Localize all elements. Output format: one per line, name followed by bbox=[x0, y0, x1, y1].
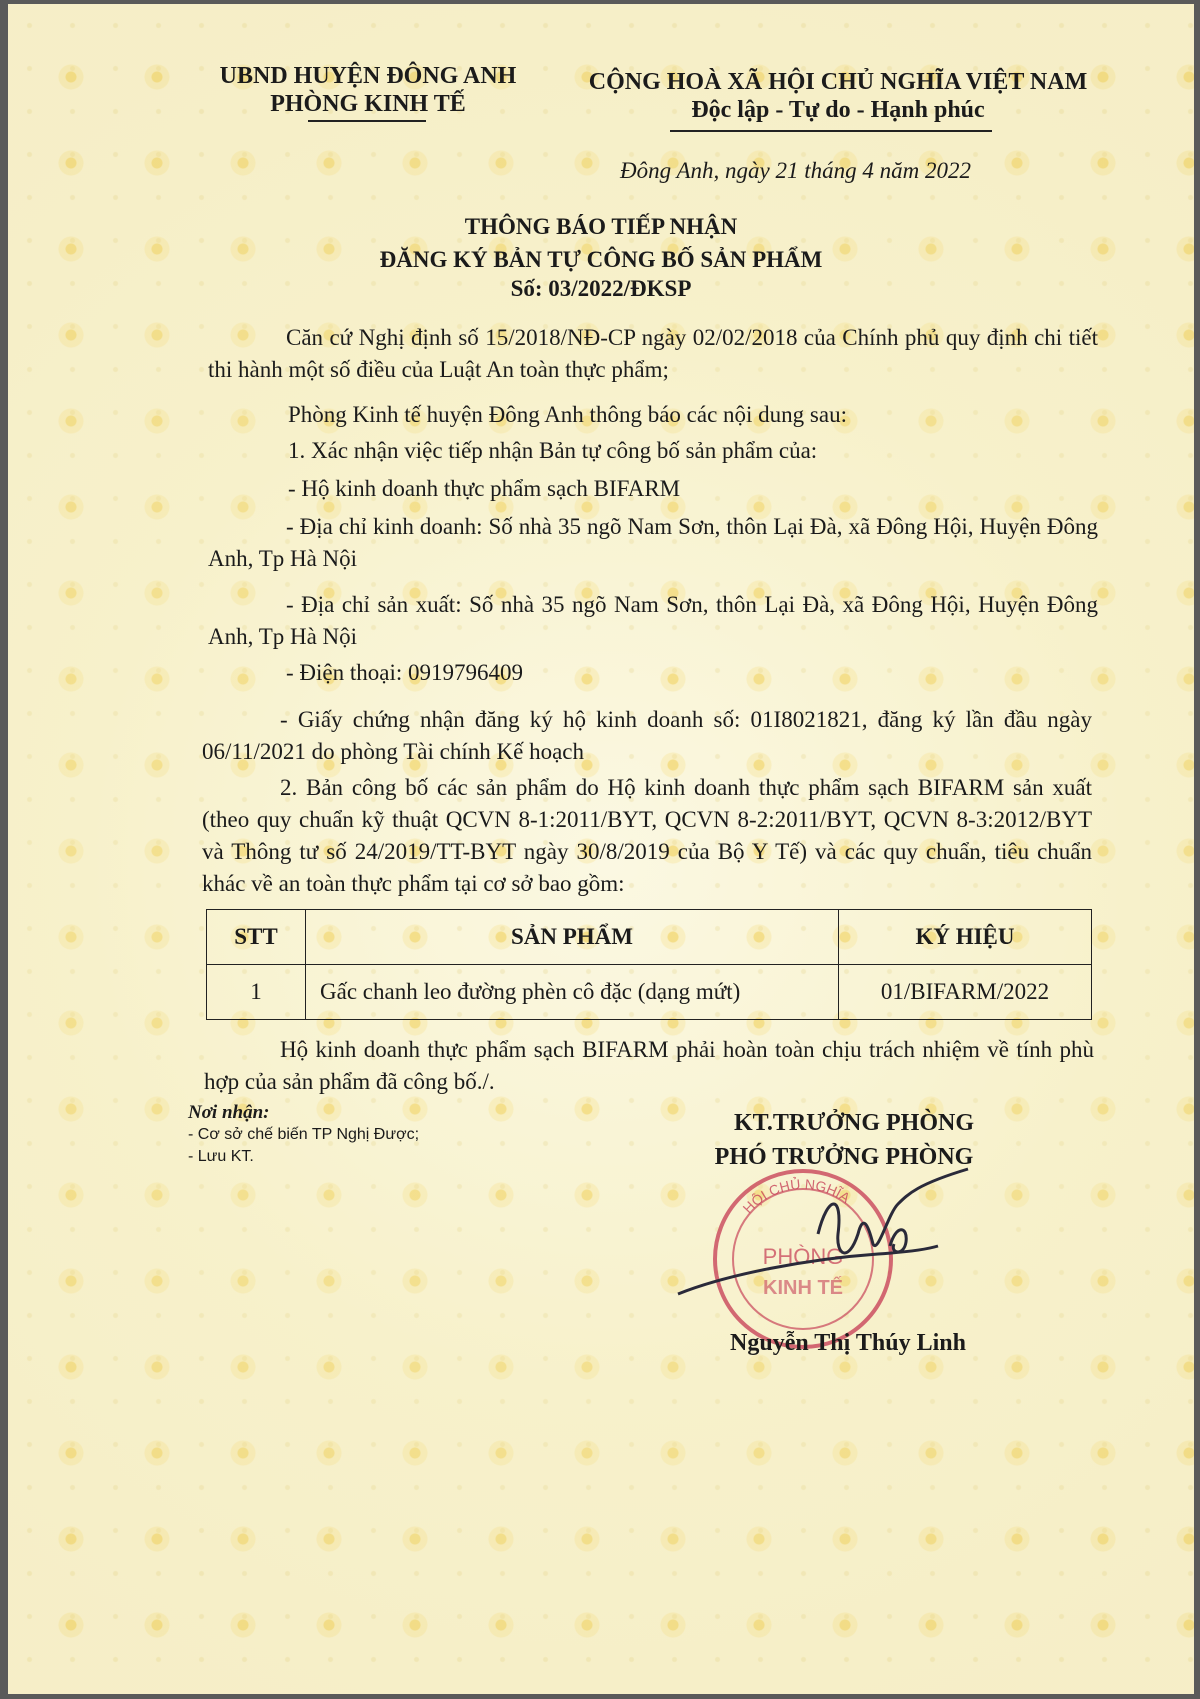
table-header-stt: STT bbox=[207, 910, 306, 965]
handwritten-signature bbox=[668, 1154, 1008, 1314]
table-row bbox=[207, 965, 1092, 1020]
paragraph-business-name: - Hộ kinh doanh thực phẩm sạch BIFARM bbox=[288, 476, 681, 501]
stamp-center-text: PHÒNG bbox=[762, 1244, 844, 1269]
header-right-line1: CỘNG HOÀ XÃ HỘI CHỦ NGHĨA VIỆT NAM bbox=[588, 69, 1088, 95]
paragraph-phone: - Điện thoại: 0919796409 bbox=[286, 660, 523, 685]
signature-title-line2: PHÓ TRƯỞNG PHÒNG bbox=[714, 1144, 974, 1170]
header-left-line1: UBND HUYỆN ĐÔNG ANH bbox=[219, 63, 517, 89]
header-right-line2: Độc lập - Tự do - Hạnh phúc bbox=[691, 97, 985, 123]
header-left-underline bbox=[308, 120, 426, 122]
paragraph-announce: Phòng Kinh tế huyện Đông Anh thông báo các nội dung sau: bbox=[288, 402, 847, 427]
paragraph-production-address: - Địa chỉ sản xuất: Số nhà 35 ngõ Nam Sơn, thôn Lại Đà, xã Đông Hội, Huyện Đông Anh, Tp Hà Nội bbox=[208, 592, 1098, 649]
stamp-ring-text: HỘI CHỦ NGHĨA bbox=[739, 1175, 854, 1217]
table-header-code: KÝ HIỆU bbox=[839, 910, 1092, 965]
paragraph-item-1: 1. Xác nhận việc tiếp nhận Bản tự công bố sản phẩm của: bbox=[288, 438, 818, 463]
header-right bbox=[568, 68, 1108, 124]
signer-name: Nguyễn Thị Thúy Linh bbox=[730, 1330, 966, 1356]
paragraph-item-2: 2. Bản công bố các sản phẩm do Hộ kinh doanh thực phẩm sạch BIFARM sản xuất (theo quy chuẩn kỹ thuật QCVN 8-1:2011/BYT, QCVN 8-2:2011/BYT, QCVN 8-3:2012/BYT và Thông tư số 24/2019/TT-BYT ngày 30/8/2019 của Bộ Y Tế) và các quy chuẩn, tiêu chuẩn khác về an toàn thực phẩm tại cơ sở bao gồm: bbox=[202, 775, 1092, 896]
title-line1: THÔNG BÁO TIẾP NHẬN bbox=[464, 214, 738, 239]
recipients-label: Nơi nhận: bbox=[188, 1102, 270, 1123]
product-table bbox=[206, 909, 1092, 1020]
title-line3: Số: 03/2022/ĐKSP bbox=[510, 276, 692, 301]
header-left bbox=[198, 62, 538, 118]
table-cell-product: Gấc chanh leo đường phèn cô đặc (dạng mứt) bbox=[306, 965, 839, 1020]
table-cell-stt: 1 bbox=[207, 965, 306, 1020]
recipients-block bbox=[188, 1102, 419, 1168]
paragraph-responsibility: Hộ kinh doanh thực phẩm sạch BIFARM phải hoàn toàn chịu trách nhiệm về tính phù hợp của sản phẩm đã công bố./. bbox=[204, 1037, 1094, 1094]
table-header-row bbox=[207, 910, 1092, 965]
title-line2: ĐĂNG KÝ BẢN TỰ CÔNG BỐ SẢN PHẨM bbox=[379, 247, 823, 272]
table-header-product: SẢN PHẨM bbox=[306, 910, 839, 965]
date-line: Đông Anh, ngày 21 tháng 4 năm 2022 bbox=[620, 158, 971, 183]
recipient-item: - Cơ sở chế biến TP Nghị Được; bbox=[188, 1126, 420, 1143]
header-left-line2: PHÒNG KINH TẾ bbox=[270, 91, 466, 117]
paragraph-legal-basis: Căn cứ Nghị định số 15/2018/NĐ-CP ngày 02/02/2018 của Chính phủ quy định chi tiết thi hành một số điều của Luật An toàn thực phẩm; bbox=[208, 325, 1098, 382]
stamp-center-text2: KINH TẾ bbox=[763, 1277, 843, 1299]
document-page bbox=[8, 4, 1194, 1694]
header-right-underline bbox=[670, 130, 992, 132]
table-cell-code: 01/BIFARM/2022 bbox=[839, 965, 1092, 1020]
paragraph-business-address: - Địa chỉ kinh doanh: Số nhà 35 ngõ Nam Sơn, thôn Lại Đà, xã Đông Hội, Huyện Đông Anh, Tp Hà Nội bbox=[208, 514, 1098, 571]
recipient-item: - Lưu KT. bbox=[188, 1148, 254, 1165]
signature-title-line1: KT.TRƯỞNG PHÒNG bbox=[734, 1110, 974, 1136]
paragraph-registration: - Giấy chứng nhận đăng ký hộ kinh doanh số: 01I8021821, đăng ký lần đầu ngày 06/11/2021 do phòng Tài chính Kế hoạch bbox=[202, 707, 1092, 764]
